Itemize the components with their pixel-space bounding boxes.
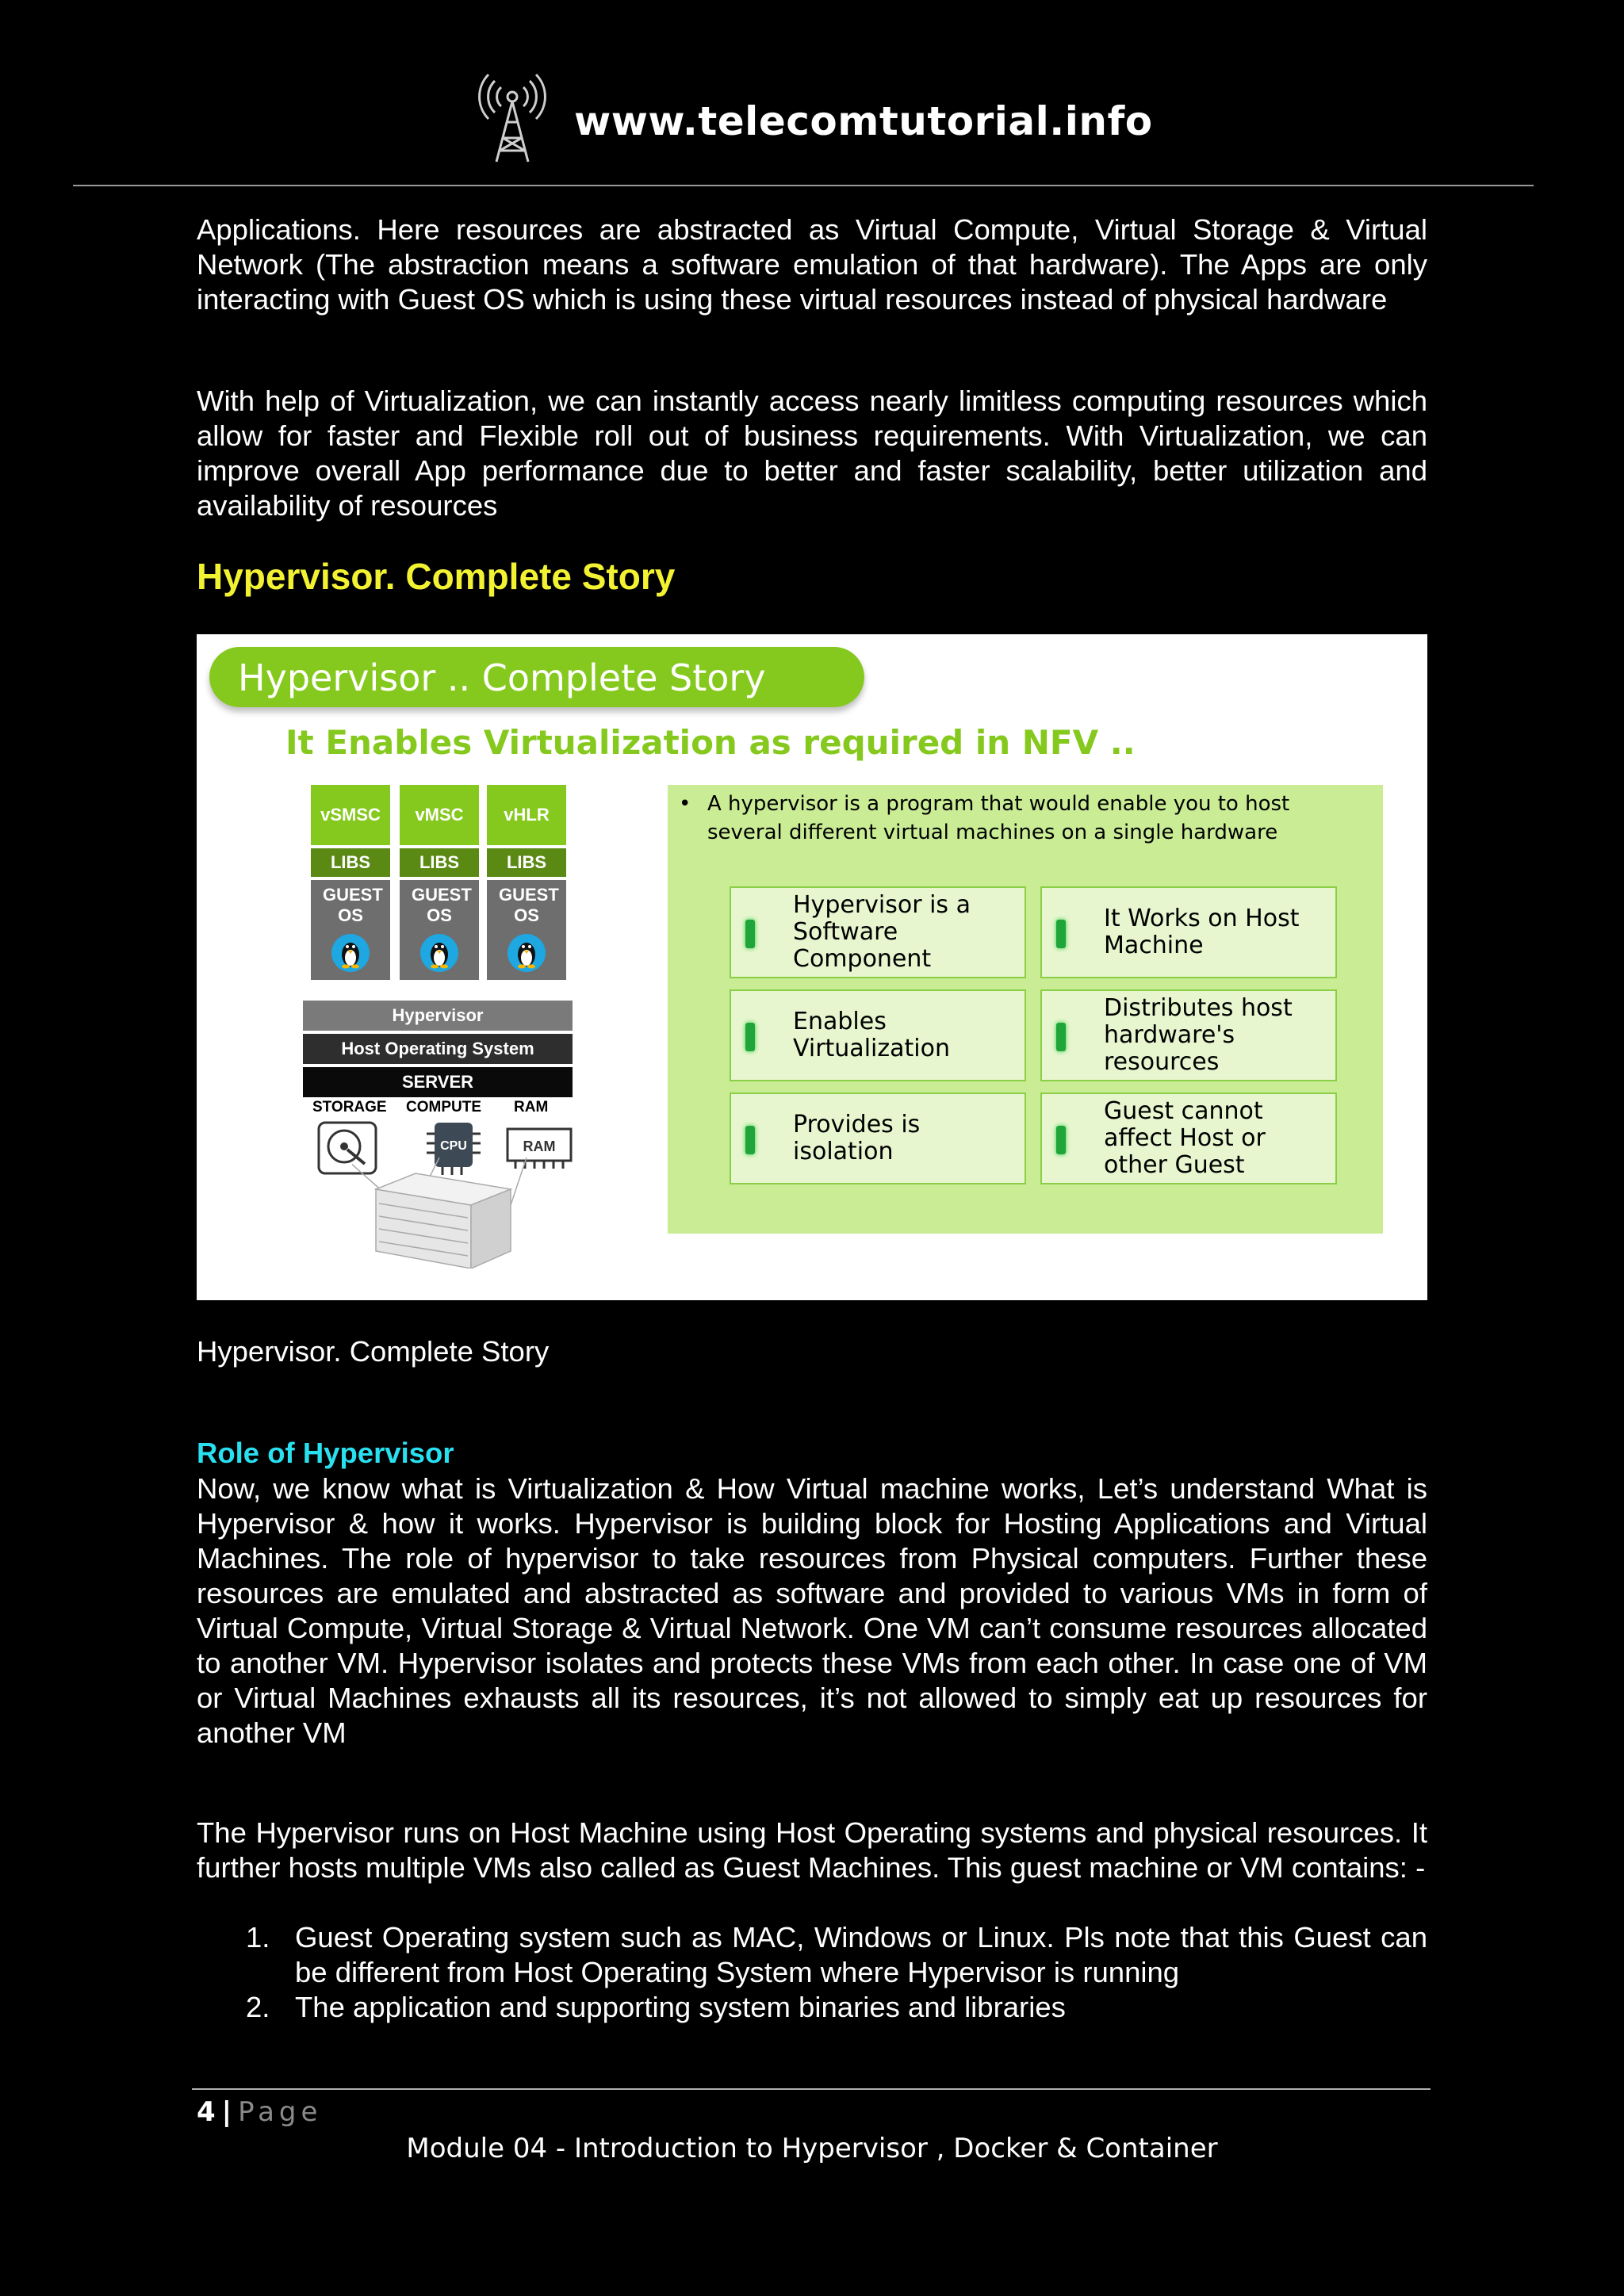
feature-card-text: It Works on Host Machine bbox=[1104, 905, 1300, 959]
feature-card-text: Guest cannot affect Host or other Guest bbox=[1104, 1097, 1266, 1179]
guest-os-label: GUEST OS bbox=[412, 885, 472, 925]
list-item-text: Guest Operating system such as MAC, Windows or Linux. Pls note that this Guest can be different from Host Operating System where Hypervisor is running bbox=[295, 1921, 1427, 1988]
paragraph-2 bbox=[197, 384, 1427, 523]
feature-card-1 bbox=[730, 886, 1026, 978]
libs-label: LIBS bbox=[487, 848, 566, 877]
feature-card-4 bbox=[1040, 989, 1337, 1081]
green-marker-icon bbox=[745, 1126, 755, 1154]
green-marker-icon bbox=[1056, 920, 1066, 948]
hypervisor-figure bbox=[197, 634, 1427, 1300]
paragraph-3 bbox=[197, 1471, 1427, 1751]
page-header bbox=[0, 0, 1624, 187]
paragraph-1-text: Applications. Here resources are abstracted as Virtual Compute, Virtual Storage & Virtual Network (The abstraction means a software emulation of that hardware). The Apps are only interacting with Guest OS which is using these virtual resources instead of physical hardware bbox=[197, 213, 1427, 316]
page-label: Page bbox=[238, 2096, 323, 2128]
list-item-text: The application and supporting system binaries and libraries bbox=[295, 1991, 1066, 2023]
server-rack-illustration bbox=[352, 1158, 550, 1269]
green-marker-icon bbox=[745, 1023, 755, 1051]
info-panel bbox=[668, 785, 1383, 1234]
info-bullet bbox=[679, 790, 1361, 847]
feature-card-text: Hypervisor is a Software Component bbox=[793, 891, 971, 973]
paragraph-2-text: With help of Virtualization, we can instantly access nearly limitless computing resources which allow for faster and Flexible roll out of business requirements. With Virtualization, we can improve overall App performance due to better and faster scalability, better utilization and availability of resources bbox=[197, 385, 1427, 522]
feature-card-text: Distributes host hardware's resources bbox=[1104, 994, 1293, 1076]
feature-card-2 bbox=[1040, 886, 1337, 978]
page-number-value: 4 bbox=[197, 2096, 216, 2128]
storage-label: STORAGE bbox=[312, 1099, 387, 1115]
guest-os-label: GUEST OS bbox=[499, 885, 559, 925]
linux-penguin-icon bbox=[508, 931, 546, 975]
figure-subtitle: It Enables Virtualization as required in NFV .. bbox=[285, 723, 1136, 762]
feature-card-3 bbox=[730, 989, 1026, 1081]
vm-label: vMSC bbox=[400, 785, 479, 845]
role-heading: Role of Hypervisor bbox=[197, 1437, 454, 1469]
site-url[interactable]: www.telecomtutorial.info bbox=[574, 98, 1153, 144]
list-item bbox=[197, 1920, 1427, 1990]
vm-label: vHLR bbox=[487, 785, 566, 845]
linux-penguin-icon bbox=[331, 931, 370, 975]
radio-tower-icon bbox=[471, 71, 553, 163]
guest-os-block bbox=[311, 880, 390, 980]
green-marker-icon bbox=[1056, 1126, 1066, 1154]
cpu-text: CPU bbox=[440, 1139, 467, 1153]
server-layer: SERVER bbox=[303, 1067, 573, 1097]
ram-label: RAM bbox=[514, 1099, 549, 1115]
host-os-layer: Host Operating System bbox=[303, 1034, 573, 1064]
vm-column-3 bbox=[487, 785, 566, 980]
libs-label: LIBS bbox=[400, 848, 479, 877]
paragraph-1 bbox=[197, 212, 1427, 317]
section-heading: Hypervisor. Complete Story bbox=[197, 556, 676, 597]
paragraph-3-text: Now, we know what is Virtualization & How Virtual machine works, Let’s understand What is Hypervisor & how it works. Hypervisor is building block for Hosting Applications and Virtual Machines. The role of hypervisor to take resources from Physical computers. Further these resources are emulated and abstracted as software and provided to various VMs in form of Virtual Compute, Virtual Storage & Virtual Network. One VM can’t consume resources allocated to another VM. Hypervisor isolates and protects these VMs from each other. In case one of VM or Virtual Machines exhausts all its resources, it’s not allowed to simply eat up resources for another VM bbox=[197, 1472, 1427, 1749]
ram-chip-text: RAM bbox=[523, 1138, 556, 1154]
module-footer: Module 04 - Introduction to Hypervisor , Docker & Container bbox=[406, 2133, 1218, 2164]
vm-column-2 bbox=[400, 785, 479, 980]
list-item bbox=[197, 1990, 1427, 2025]
linux-penguin-icon bbox=[420, 931, 458, 975]
page-number bbox=[197, 2096, 322, 2128]
figure-caption: Hypervisor. Complete Story bbox=[197, 1335, 550, 1368]
list-number: 1. bbox=[246, 1921, 270, 1954]
vm-label: vSMSC bbox=[311, 785, 390, 845]
guest-os-block bbox=[400, 880, 479, 980]
green-marker-icon bbox=[745, 920, 755, 948]
guest-os-label: GUEST OS bbox=[323, 885, 383, 925]
feature-card-text: Enables Virtualization bbox=[793, 1008, 950, 1062]
figure-title: Hypervisor .. Complete Story bbox=[238, 656, 766, 699]
paragraph-4-text: The Hypervisor runs on Host Machine using Host Operating systems and physical resources. It further hosts multiple VMs also called as Guest Machines. This guest machine or VM contains: - bbox=[197, 1816, 1427, 1884]
footer-divider bbox=[192, 2088, 1431, 2090]
vm-column-1 bbox=[311, 785, 390, 980]
compute-label: COMPUTE bbox=[406, 1099, 481, 1115]
list-number: 2. bbox=[246, 1991, 270, 2023]
guest-os-block bbox=[487, 880, 566, 980]
libs-label: LIBS bbox=[311, 848, 390, 877]
feature-card-6 bbox=[1040, 1093, 1337, 1184]
page-separator: | bbox=[221, 2096, 232, 2128]
figure-title-pill bbox=[209, 647, 864, 707]
green-marker-icon bbox=[1056, 1023, 1066, 1051]
bullet-dot-icon: • bbox=[679, 792, 691, 816]
paragraph-4 bbox=[197, 1816, 1427, 1885]
feature-card-5 bbox=[730, 1093, 1026, 1184]
hypervisor-layer: Hypervisor bbox=[303, 1001, 573, 1031]
info-bullet-text: A hypervisor is a program that would enable you to host several different virtual machines on a single hardware bbox=[707, 792, 1290, 844]
guest-contents-list bbox=[197, 1920, 1427, 2025]
header-divider bbox=[73, 185, 1534, 186]
feature-card-text: Provides is isolation bbox=[793, 1111, 921, 1165]
